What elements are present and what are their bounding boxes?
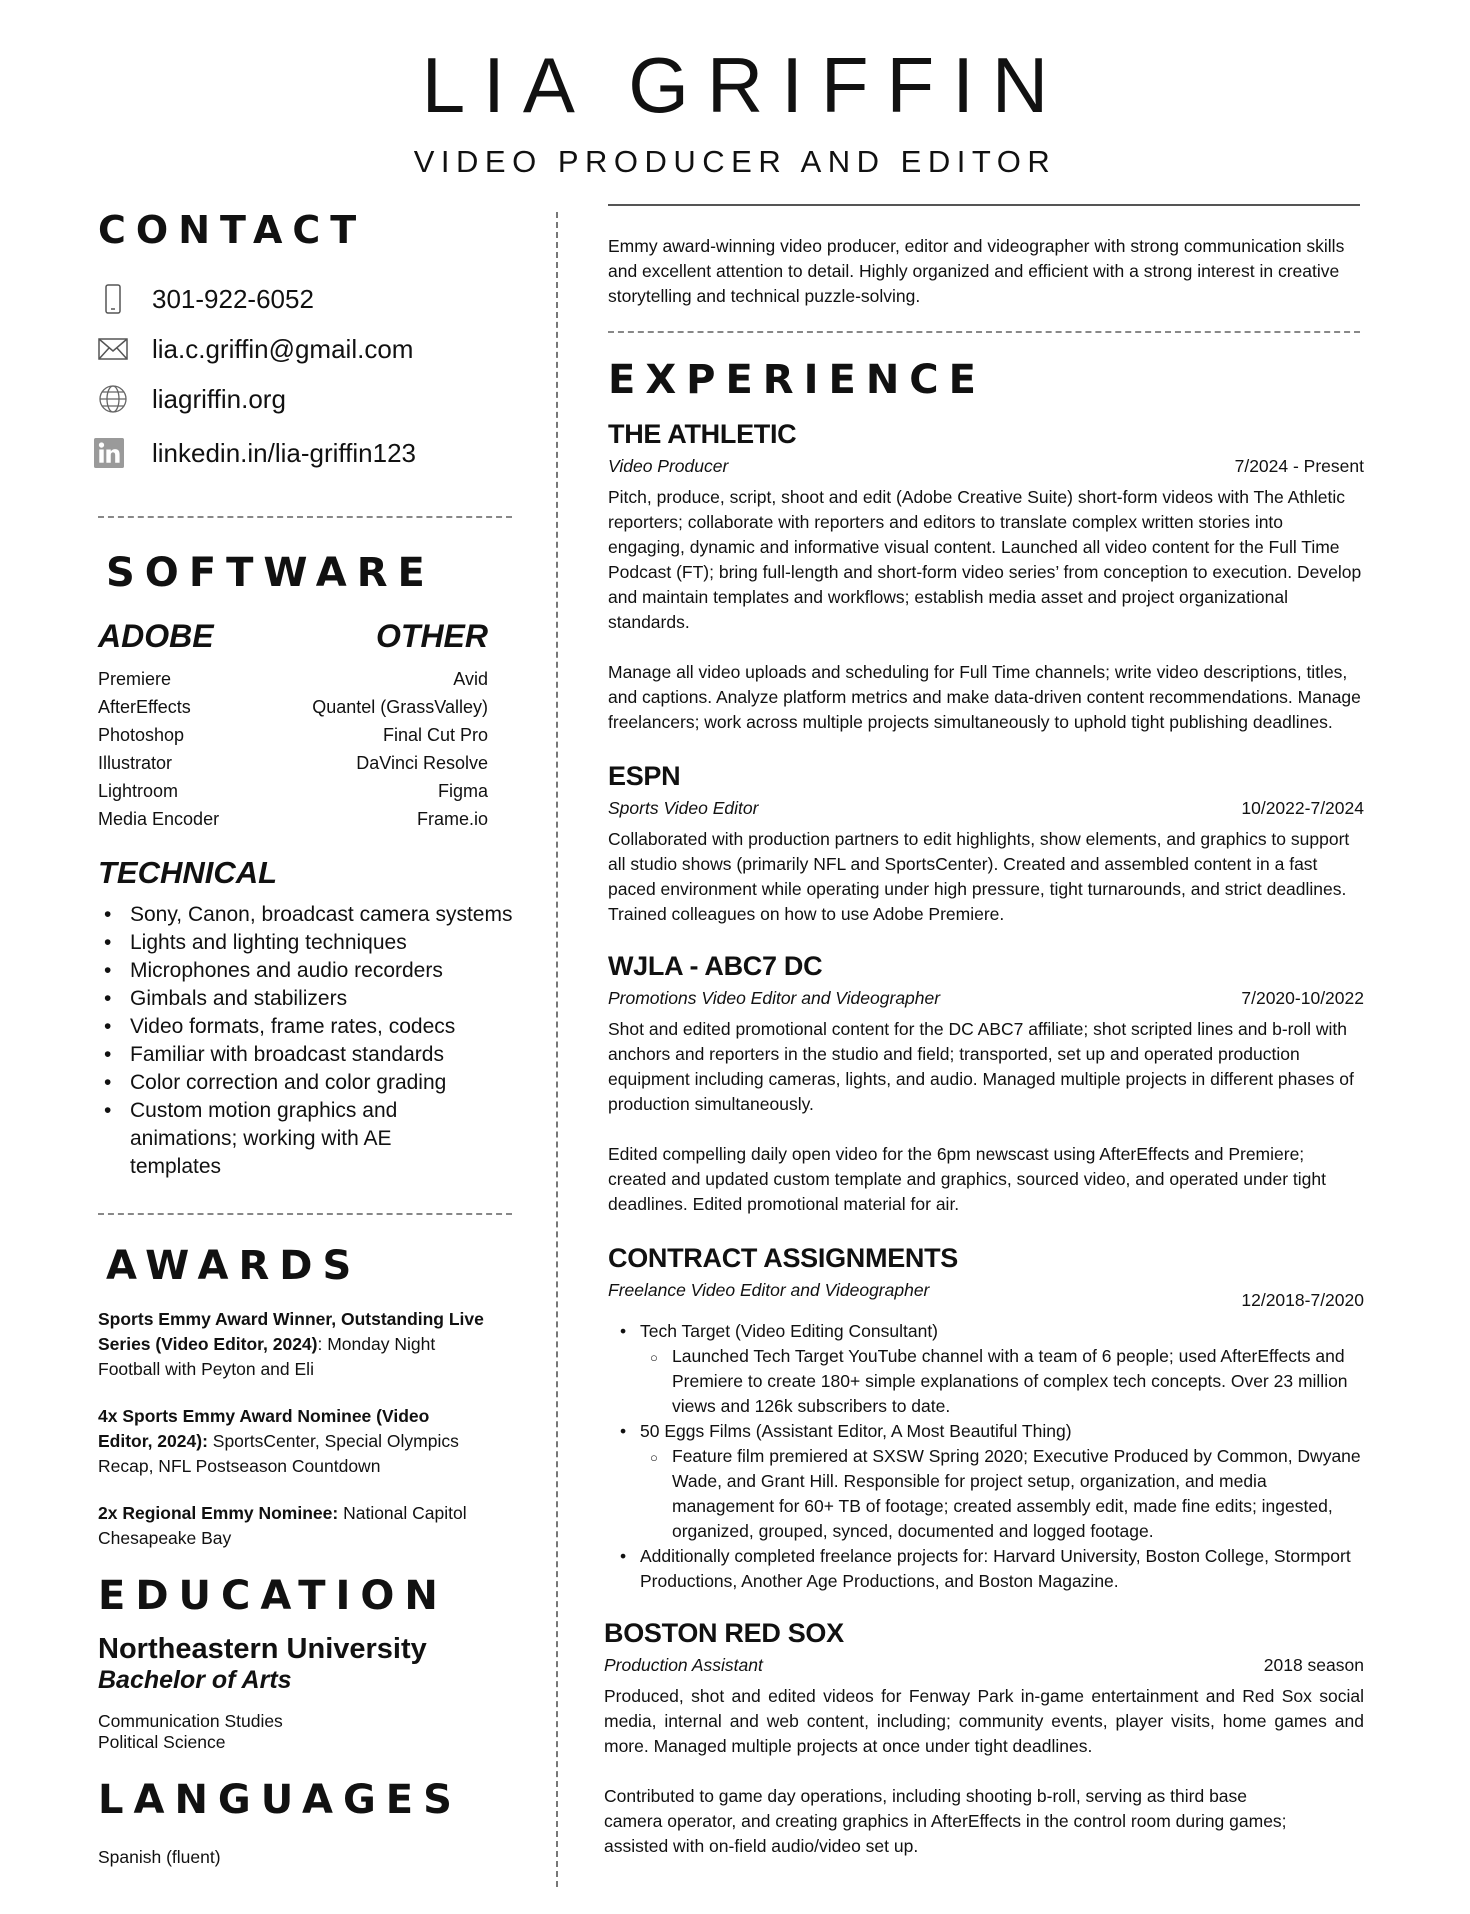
resume-header (0, 40, 1470, 180)
job-role: Freelance Video Editor and Videographer (608, 1280, 930, 1300)
contract-list (608, 1319, 1364, 1594)
job-company: CONTRACT ASSIGNMENTS (608, 1243, 958, 1273)
job-dates: 10/2022-7/2024 (1241, 798, 1364, 818)
job-description: Shot and edited promotional content for the DC ABC7 affiliate; shot scripted lines and b-roll with anchors and reporters in the studio and field; transported, set up and operated production equipment including cameras, lights, and audio. Managed multiple projects in different phases of production simultaneously. Edited compelling daily open video for the 6pm newscast using AfterEffects and Premiere; created and updated custom template and graphics, sourced video, and operated under tight deadlines. Edited promotional material for air. (608, 1019, 1354, 1214)
list-item: • Familiar with broadcast standards (98, 1041, 518, 1069)
job-company: THE ATHLETIC (608, 419, 797, 449)
job-meta (608, 988, 1364, 1009)
job-company: WJLA - ABC7 DC (608, 951, 823, 981)
software-item: Frame.io (416, 809, 488, 829)
education-heading: EDUCATION (98, 1573, 448, 1619)
job-dates: 2018 season (1263, 1655, 1364, 1675)
job-dates: 7/2020-10/2022 (1241, 988, 1364, 1008)
job-meta (608, 1280, 1364, 1311)
linkedin-icon (94, 438, 124, 468)
globe-icon (98, 384, 128, 414)
technical-list (98, 901, 518, 1181)
list-item: • Additionally completed freelance projects for: Harvard University, Boston College, Stormport Productions, Another Age Productions, and Boston Magazine. (608, 1544, 1364, 1594)
list-item: • Video formats, frame rates, codecs (98, 1013, 518, 1041)
left-column (98, 200, 518, 1868)
job-role: Sports Video Editor (608, 798, 759, 818)
sub-list-item: ○ Feature film premiered at SXSW Spring 2020; Executive Produced by Common, Dwyane Wade, and Grant Hill. Responsible for project setup, organization, and media management for 60+ TB of footage; created assembly edit, made fine edits; ingested, organized, grouped, synced, documented and logged footage. (640, 1444, 1364, 1544)
awards-heading: AWARDS (106, 1243, 362, 1289)
column-divider (556, 212, 558, 1887)
phone-icon (98, 284, 128, 314)
software-item: Lightroom (98, 781, 179, 801)
right-column (604, 200, 1364, 1859)
job-role: Promotions Video Editor and Videographer (608, 988, 941, 1008)
job-dates: 7/2024 - Present (1234, 456, 1364, 476)
email-address: lia.c.griffin@gmail.com (152, 333, 414, 364)
job-dates: 12/2018-7/2020 (1241, 1290, 1364, 1310)
software-heading: SOFTWARE (106, 550, 435, 596)
experience-heading: EXPERIENCE (608, 357, 986, 403)
sub-list-item: ○ Launched Tech Target YouTube channel with a team of 6 people; used AfterEffects and Premiere to create 180+ simple explanations of complex tech concepts. Over 23 million views and 126k subscribers to date. (640, 1344, 1364, 1419)
software-item: Photoshop (98, 725, 185, 745)
software-item: DaVinci Resolve (356, 753, 488, 773)
list-item: • Custom motion graphics and animations; working with AE templates (98, 1097, 518, 1181)
software-lists (98, 665, 518, 833)
adobe-heading: ADOBE (98, 618, 214, 654)
other-heading: OTHER (376, 618, 488, 654)
job-description: Collaborated with production partners to edit highlights, show elements, and graphics to support all studio shows (primarily NFL and SportsCenter). Created and assembled content in a fast paced environment while operating under high pressure, tight turnarounds, and strict deadlines. Trained colleagues on how to use Adobe Premiere. (608, 829, 1350, 924)
contact-phone (98, 274, 518, 324)
section-divider (98, 1213, 512, 1215)
job-entry (608, 1243, 1364, 1594)
contact-list (98, 274, 518, 478)
envelope-icon (98, 334, 128, 364)
job-meta (604, 1655, 1364, 1676)
awards-list (98, 1307, 488, 1551)
software-item: Figma (437, 781, 488, 801)
field-of-study: Political Science (98, 1732, 226, 1752)
software-item: AfterEffects (98, 697, 191, 717)
job-company: BOSTON RED SOX (604, 1618, 844, 1648)
list-item: • Gimbals and stabilizers (98, 985, 518, 1013)
job-company: ESPN (608, 761, 681, 791)
language-item: Spanish (fluent) (98, 1847, 221, 1867)
website-url: liagriffin.org (152, 383, 286, 414)
contact-linkedin (98, 428, 518, 478)
job-role: Production Assistant (604, 1655, 763, 1675)
job-entry (608, 419, 1364, 735)
list-item: • Lights and lighting techniques (98, 929, 518, 957)
job-role: Video Producer (608, 456, 729, 476)
section-divider (608, 331, 1360, 333)
summary-text: Emmy award-winning video producer, editor and videographer with strong communication skills and excellent attention to detail. Highly organized and efficient with a strong interest in creative storytelling and technical puzzle-solving. (608, 236, 1345, 306)
award-item: Sports Emmy Award Winner, Outstanding Live Series (Video Editor, 2024): Monday Night Football with Peyton and Eli (98, 1309, 484, 1379)
contact-website (98, 374, 518, 424)
software-item: Quantel (GrassValley) (312, 697, 488, 717)
technical-heading: TECHNICAL (98, 855, 278, 890)
software-columns-header (98, 618, 518, 655)
phone-number: 301-922-6052 (152, 283, 314, 314)
contact-heading: CONTACT (98, 208, 367, 252)
list-item: • Tech Target (Video Editing Consultant) ○ Launched Tech Target YouTube channel with a team of 6 people; used AfterEffects and Premiere to create 180+ simple explanations of complex tech concepts. Over 23 million views and 126k subscribers to date. (608, 1319, 1364, 1419)
field-of-study: Communication Studies (98, 1711, 283, 1731)
contact-email (98, 324, 518, 374)
software-item: Illustrator (98, 753, 173, 773)
job-description: Pitch, produce, script, shoot and edit (Adobe Creative Suite) short-form videos with The Athletic reporters; collaborate with reporters and editors to translate complex written stories into engaging, dynamic and informative visual content. Launched all video content for the Full Time Podcast (FT); bring full-length and short-form video series’ from conception to execution. Develop and maintain templates and workflows; establish media asset and project organizational standards. Manage all video uploads and scheduling for Full Time channels; write video descriptions, titles, and captions. Analyze platform metrics and make data-driven content recommendations. Manage freelancers; work across multiple projects simultaneously to uphold tight publishing deadlines. (608, 487, 1362, 732)
section-divider (98, 516, 512, 518)
degree-name: Bachelor of Arts (98, 1666, 292, 1694)
award-item: 2x Regional Emmy Nominee: National Capitol Chesapeake Bay (98, 1503, 467, 1548)
summary-top-rule (608, 204, 1360, 206)
list-item: • 50 Eggs Films (Assistant Editor, A Most Beautiful Thing) ○ Feature film premiered at SXSW Spring 2020; Executive Produced by Common, Dwyane Wade, and Grant Hill. Responsible for project setup, organization, and media management for 60+ TB of footage; created assembly edit, made fine edits; ingested, organized, grouped, synced, documented and logged footage. (608, 1419, 1364, 1544)
job-entry (608, 951, 1364, 1217)
languages-heading: LANGUAGES (98, 1777, 462, 1823)
school-name: Northeastern University (98, 1633, 427, 1665)
list-item: • Microphones and audio recorders (98, 957, 518, 985)
linkedin-url: linkedin.in/lia-griffin123 (152, 437, 417, 468)
job-meta (608, 798, 1364, 819)
candidate-name: LIA GRIFFIN (421, 41, 1067, 129)
candidate-title: VIDEO PRODUCER AND EDITOR (413, 144, 1057, 179)
job-entry (604, 1618, 1364, 1859)
award-item: 4x Sports Emmy Award Nominee (Video Editor, 2024): SportsCenter, Special Olympics Recap, NFL Postseason Countdown (98, 1406, 459, 1476)
software-item: Media Encoder (98, 809, 220, 829)
job-entry (608, 761, 1364, 927)
job-meta (608, 456, 1364, 477)
other-list (312, 665, 488, 833)
software-item: Premiere (98, 669, 172, 689)
list-item: • Sony, Canon, broadcast camera systems (98, 901, 518, 929)
adobe-list (98, 665, 219, 833)
list-item: • Color correction and color grading (98, 1069, 518, 1097)
software-item: Avid (453, 669, 488, 689)
job-description: Produced, shot and edited videos for Fenway Park in-game entertainment and Red Sox social media, internal and web content, including; community events, player visits, home games and more. Managed multiple projects at once under tight deadlines. Contributed to game day operations, including shooting b-roll, serving as third base camera operator, and creating graphics in AfterEffects in the control room during games; assisted with on-field audio/video set up. (604, 1686, 1364, 1856)
software-item: Final Cut Pro (382, 725, 488, 745)
